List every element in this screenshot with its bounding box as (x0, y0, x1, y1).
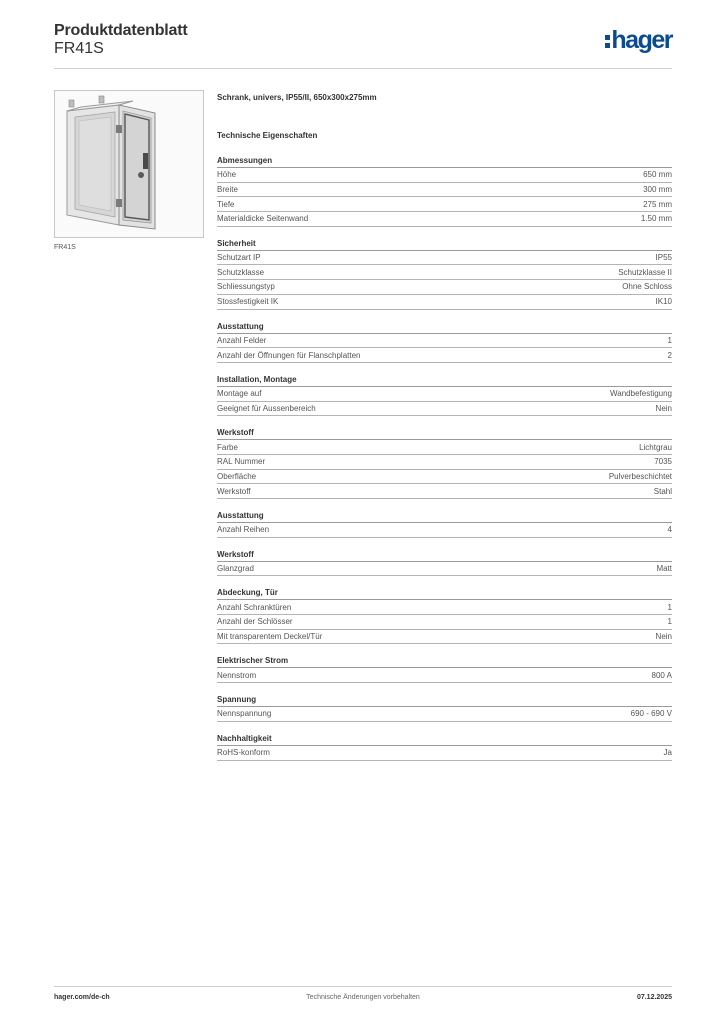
spec-row (217, 455, 672, 470)
image-caption: FR41S (54, 244, 76, 251)
spec-row (217, 470, 672, 485)
spec-value: 300 mm (643, 185, 672, 195)
page-footer (54, 994, 672, 1008)
header-divider (54, 68, 672, 69)
spec-label: Anzahl Felder (217, 335, 267, 345)
section-title: Ausstattung (217, 509, 672, 523)
spec-value: 7035 (654, 457, 672, 467)
spec-label: Anzahl der Öffnungen für Flanschplatten (217, 350, 361, 360)
footer-website-link[interactable]: hager.com/de-ch (54, 994, 110, 1001)
spec-value: 800 A (651, 670, 672, 680)
section-title: Sicherheit (217, 237, 672, 251)
spec-row (217, 562, 672, 577)
document-title: Produktdatenblatt (54, 22, 188, 39)
spec-row (217, 265, 672, 280)
spec-value: IP55 (655, 253, 672, 263)
spec-value: 690 - 690 V (630, 709, 672, 719)
spec-label: RAL Nummer (217, 457, 266, 467)
footer-date: 07.12.2025 (636, 994, 672, 1001)
spec-label: Nennspannung (217, 709, 272, 719)
spec-row (217, 600, 672, 615)
section-title: Ausstattung (217, 320, 672, 334)
spec-value: Schutzklasse II (618, 267, 672, 277)
footer-divider (54, 986, 672, 987)
spec-row (217, 183, 672, 198)
spec-row (217, 197, 672, 212)
spec-value: 2 (667, 350, 672, 360)
spec-value: Ja (663, 748, 672, 758)
spec-value: Nein (655, 403, 672, 413)
section-title: Abmessungen (217, 154, 672, 168)
section-title: Abdeckung, Tür (217, 586, 672, 600)
spec-value: 1 (667, 617, 672, 627)
spec-row (217, 440, 672, 455)
spec-label: Anzahl Reihen (217, 525, 270, 535)
spec-value: IK10 (655, 297, 672, 307)
spec-row (217, 615, 672, 630)
logo-dots-icon (605, 35, 610, 48)
spec-row (217, 251, 672, 266)
spec-row (217, 402, 672, 417)
spec-value: 4 (667, 525, 672, 535)
spec-label: Höhe (217, 170, 237, 180)
spec-value: 1.50 mm (640, 214, 672, 224)
spec-section (217, 154, 672, 227)
spec-row (217, 387, 672, 402)
spec-row (217, 484, 672, 499)
product-image (54, 90, 204, 238)
spec-value: Matt (656, 564, 672, 574)
spec-label: Schutzklasse (217, 267, 265, 277)
spec-row (217, 334, 672, 349)
spec-label: Breite (217, 185, 238, 195)
spec-row (217, 348, 672, 363)
spec-label: Glanzgrad (217, 564, 254, 574)
datasheet-content (217, 92, 672, 761)
spec-label: Anzahl Schranktüren (217, 602, 292, 612)
spec-row (217, 707, 672, 722)
section-title: Werkstoff (217, 548, 672, 562)
spec-section (217, 654, 672, 683)
spec-value: 1 (667, 335, 672, 345)
spec-row (217, 668, 672, 683)
spec-label: Farbe (217, 442, 238, 452)
spec-label: Nennstrom (217, 670, 257, 680)
section-title: Werkstoff (217, 426, 672, 440)
product-description: Schrank, univers, IP55/II, 650x300x275mm (217, 93, 377, 102)
spec-section (217, 426, 672, 499)
section-title: Installation, Montage (217, 373, 672, 387)
spec-value: Ohne Schloss (622, 282, 672, 292)
spec-section (217, 586, 672, 644)
spec-section (217, 320, 672, 363)
spec-label: Geeignet für Aussenbereich (217, 403, 316, 413)
spec-label: RoHS-konform (217, 748, 270, 758)
spec-row (217, 523, 672, 538)
spec-label: Tiefe (217, 199, 235, 209)
spec-value: 1 (667, 602, 672, 612)
section-title: Nachhaltigkeit (217, 732, 672, 746)
spec-label: Stossfestigkeit IK (217, 297, 279, 307)
section-title: Elektrischer Strom (217, 654, 672, 668)
spec-label: Schliessungstyp (217, 282, 275, 292)
spec-value: Pulverbeschichtet (608, 471, 672, 481)
spec-label: Schutzart IP (217, 253, 261, 263)
spec-section (217, 693, 672, 722)
spec-label: Oberfläche (217, 471, 257, 481)
spec-row (217, 168, 672, 183)
spec-row (217, 746, 672, 761)
spec-label: Mit transparentem Deckel/Tür (217, 632, 323, 642)
product-code: FR41S (54, 40, 104, 57)
spec-sections (217, 154, 672, 761)
spec-value: 275 mm (643, 199, 672, 209)
spec-value: Nein (655, 632, 672, 642)
spec-row (217, 295, 672, 310)
footer-notice: Technische Änderungen vorbehalten (306, 994, 420, 1001)
spec-value: 650 mm (643, 170, 672, 180)
logo-text: hager (611, 26, 672, 54)
spec-label: Materialdicke Seitenwand (217, 214, 309, 224)
hager-logo (605, 28, 672, 53)
spec-row (217, 212, 672, 227)
spec-value: Stahl (653, 486, 672, 496)
spec-value: Lichtgrau (639, 442, 672, 452)
spec-label: Montage auf (217, 389, 262, 399)
spec-row (217, 280, 672, 295)
spec-label: Werkstoff (217, 486, 251, 496)
spec-label: Anzahl der Schlösser (217, 617, 293, 627)
spec-section (217, 237, 672, 310)
spec-section (217, 509, 672, 538)
section-title: Spannung (217, 693, 672, 707)
spec-section (217, 732, 672, 761)
technical-properties-heading: Technische Eigenschaften (217, 131, 318, 140)
cabinet-illustration-icon (55, 91, 203, 237)
page-header (54, 22, 672, 68)
spec-row (217, 630, 672, 645)
spec-section (217, 548, 672, 577)
spec-section (217, 373, 672, 416)
spec-value: Wandbefestigung (610, 389, 672, 399)
